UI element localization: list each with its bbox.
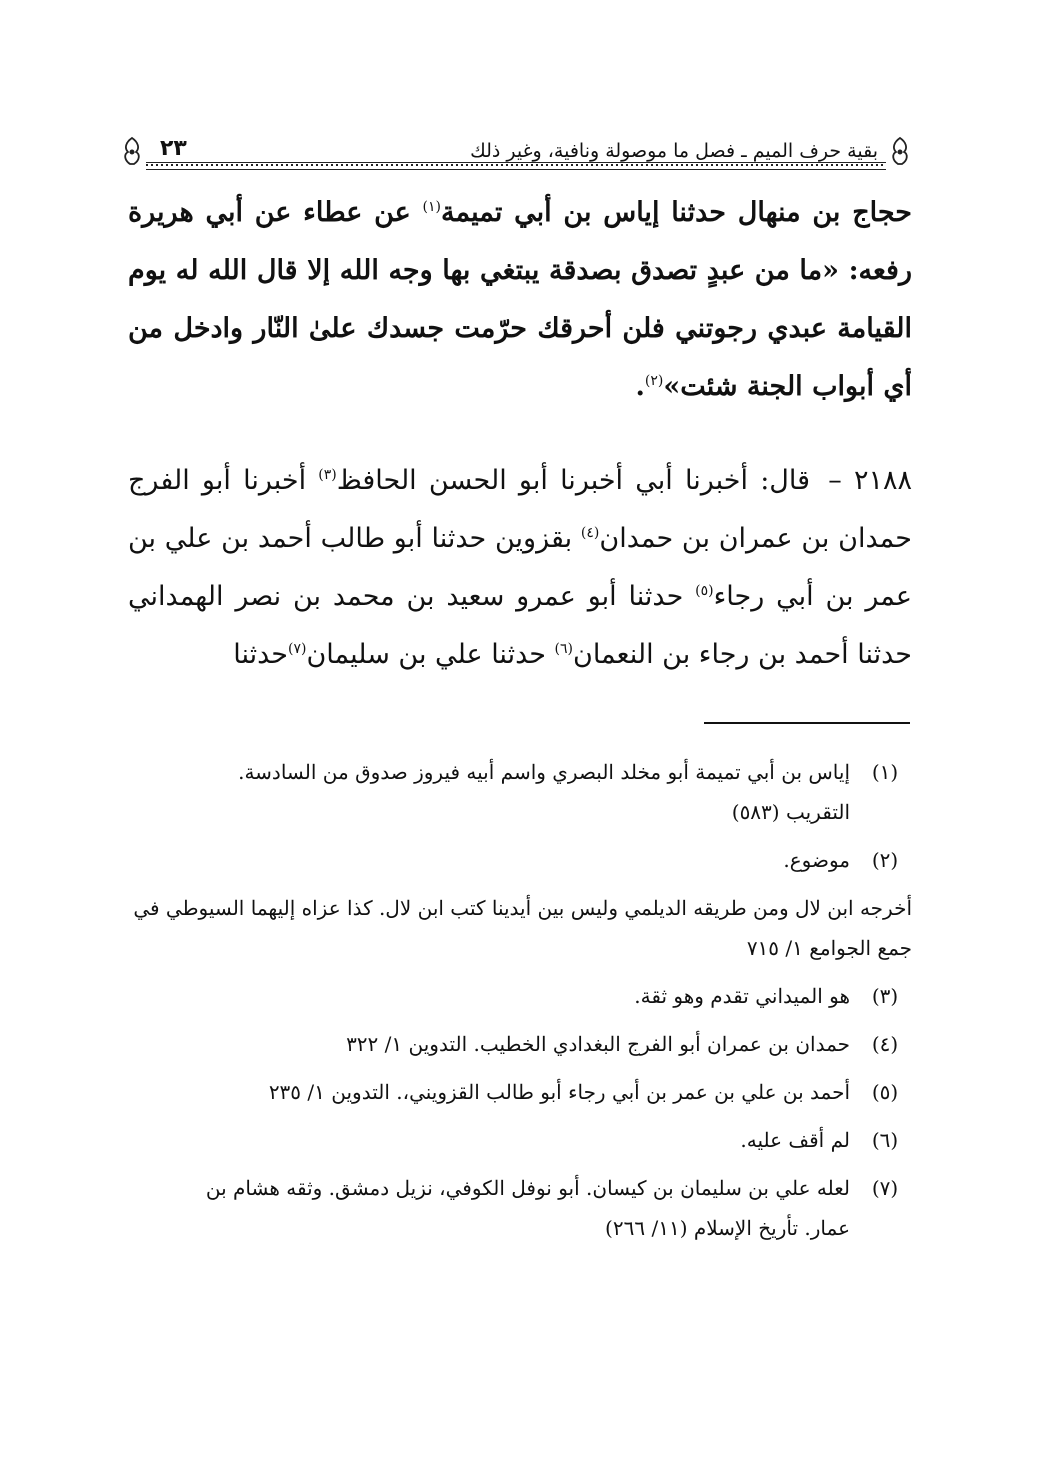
header-rule [146, 162, 886, 170]
narration-number: ٢١٨٨ – [828, 465, 912, 496]
running-title: بقية حرف الميم ـ فصل ما موصولة ونافية، وغير ذلك [470, 140, 878, 162]
footnote-number: (٤) [871, 1032, 899, 1056]
narration-text-5: حدثنا علي بن سليمان [306, 639, 555, 670]
page-number: ٢٣ [160, 136, 187, 161]
footnote-number: (١) [871, 760, 899, 784]
footnote-number: (٢) [871, 848, 899, 872]
footnote-5 [128, 1072, 912, 1112]
footnote-ref-7[interactable]: (٧) [287, 641, 307, 657]
hadith-text-1: حجاج بن منهال حدثنا إياس بن أبي تميمة [441, 197, 912, 228]
footnotes [128, 752, 912, 1256]
footnote-number: (٧) [871, 1176, 899, 1200]
narration-text-3: بقزوين حدثنا أبو طالب أحمد بن علي بن عمر بن أبي رجاء [128, 523, 912, 612]
narration-text-4: حدثنا أبو عمرو سعيد بن محمد بن نصر الهمداني حدثنا أحمد بن رجاء بن النعمان [128, 581, 912, 670]
narration-paragraph [128, 452, 912, 684]
footnote-text: إياس بن أبي تميمة أبو مخلد البصري واسم أبيه فيروز صدوق من السادسة. [238, 760, 850, 784]
footnote-text: أخرجه ابن لال ومن طريقه الديلمي وليس بين أيدينا كتب ابن لال. كذا [347, 896, 912, 920]
footnote-6 [128, 1120, 912, 1160]
footnote-text: لم أقف عليه. [740, 1128, 850, 1152]
running-header [120, 136, 912, 172]
narration-text-6: حدثنا [233, 639, 288, 670]
footnote-text: لعله علي بن سليمان بن كيسان. أبو نوفل الكوفي، نزيل دمشق. وثقه هشام بن [205, 1176, 850, 1200]
footnote-4 [128, 1024, 912, 1064]
footnote-text: أحمد بن علي بن عمر بن أبي رجاء أبو طالب القزويني،. التدوين ١/ ٢٣٥ [268, 1080, 850, 1104]
hadith-end: . [635, 371, 645, 402]
narration-text-2: أخبرنا أبو الفرج حمدان بن عمران بن حمدان [128, 465, 912, 554]
hadith-paragraph [128, 184, 912, 416]
ornament-left-icon [120, 136, 144, 166]
narration-text-1: قال: أخبرنا أبي أخبرنا أبو الحسن الحافظ [336, 465, 823, 496]
footnote-ref-3[interactable]: (٣) [318, 467, 337, 483]
footnote-separator [704, 722, 910, 724]
footnote-number: (٦) [871, 1128, 899, 1152]
footnote-ref-5[interactable]: (٥) [695, 583, 714, 599]
footnote-7 [128, 1168, 912, 1248]
footnote-text: هو الميداني تقدم وهو ثقة. [634, 984, 850, 1008]
footnote-text: عزاه إليهما السيوطي في جمع الجوامع ١/ ٧١٥ [133, 896, 912, 960]
ornament-right-icon [888, 136, 912, 166]
footnote-ref-6[interactable]: (٦) [554, 641, 573, 657]
main-text [128, 184, 912, 684]
footnote-3 [128, 976, 912, 1016]
footnote-text: موضوع. [783, 848, 850, 872]
footnote-2 [128, 840, 912, 880]
footnote-1 [128, 752, 912, 832]
footnote-ref-1[interactable]: (١) [422, 199, 442, 215]
footnote-ref-4[interactable]: (٤) [580, 525, 600, 541]
footnote-text: عمار. تأريخ الإسلام (١١/ ٢٦٦) [605, 1216, 850, 1240]
footnote-2-continuation [128, 888, 912, 968]
footnote-ref-2[interactable]: (٢) [644, 373, 664, 389]
footnote-text: التقريب (٥٨٣) [731, 800, 850, 824]
footnote-number: (٣) [871, 984, 899, 1008]
footnote-text: حمدان بن عمران أبو الفرج البغدادي الخطيب. التدوين ١/ ٣٢٢ [346, 1032, 850, 1056]
footnote-number: (٥) [871, 1080, 899, 1104]
hadith-text-2: عن عطاء عن أبي هريرة رفعه: «ما من عبدٍ تصدق بصدقة يبتغي بها وجه الله إلا قال الله له يوم القيامة عبدي رجوتني فلن أحرقك حرّمت جسدك علىٰ النّار وادخل من أي أبواب الجنة شئت» [128, 197, 912, 402]
